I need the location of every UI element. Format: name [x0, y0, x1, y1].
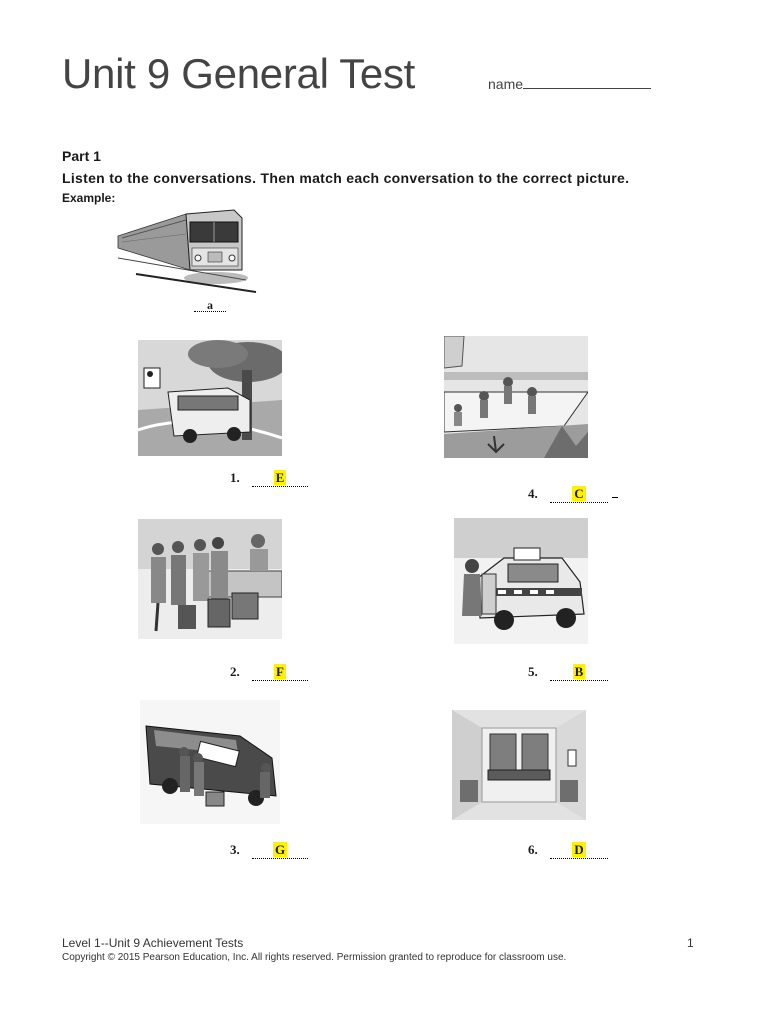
answer-blank-4	[550, 487, 608, 503]
answer-line-2: 2. F	[230, 664, 308, 681]
example-answer	[194, 298, 226, 313]
name-blank-line	[523, 76, 651, 89]
limousine-illustration	[140, 700, 280, 824]
answer-line-5: 5. B	[528, 664, 608, 681]
travelers-at-counter-illustration	[138, 519, 282, 639]
footer-text: Level 1--Unit 9 Achievement Tests	[62, 936, 244, 950]
answer-line-6: 6. D	[528, 842, 608, 859]
answer-letter-1: E	[275, 470, 285, 485]
answer-blank-2	[252, 665, 308, 681]
copyright-notice: Copyright © 2015 Pearson Education, Inc. All rights reserved. Permission granted to reproduce for classroom use.	[62, 952, 567, 963]
ship-deck-illustration	[444, 336, 588, 458]
taxi-illustration	[454, 518, 588, 644]
instructions: Listen to the conversations. Then match each conversation to the correct picture.	[62, 170, 630, 186]
example-label: Example:	[62, 191, 116, 205]
page-number: 1	[687, 936, 694, 950]
train-seats-interior-illustration	[452, 710, 586, 820]
answer-letter-2: F	[276, 664, 284, 679]
name-field	[488, 76, 651, 92]
page-title: Unit 9 General Test	[62, 50, 416, 97]
answer-line-1: 1. E	[230, 470, 308, 487]
minibus-under-tree-illustration	[138, 340, 282, 456]
example-answer-blank: a	[194, 299, 226, 312]
answer-letter-5: B	[574, 664, 584, 679]
name-label: name	[488, 76, 524, 92]
answer-letter-3: G	[274, 842, 286, 857]
answer-letter-4: C	[574, 486, 584, 501]
answer-line-4: 4. C	[528, 486, 618, 503]
answer-blank-1	[252, 471, 308, 487]
answer-blank-5	[550, 665, 608, 681]
answer-blank-3	[252, 843, 308, 859]
answer-letter-6: D	[574, 842, 584, 857]
train-illustration	[116, 208, 266, 298]
part-heading: Part 1	[62, 148, 101, 164]
answer-blank-6	[550, 843, 608, 859]
answer-line-3: 3. G	[230, 842, 308, 859]
